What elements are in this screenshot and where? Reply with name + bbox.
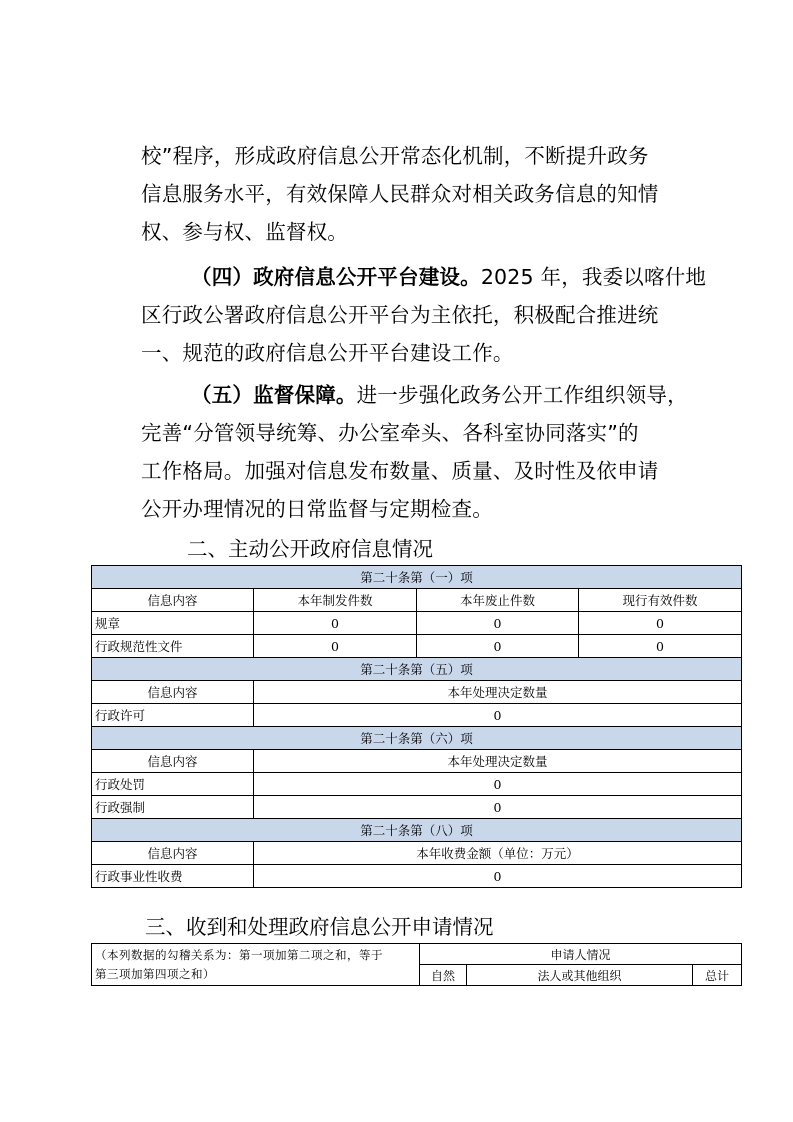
table-row xyxy=(92,865,742,888)
relationship-note xyxy=(92,944,420,986)
row-label: 行政事业性收费 xyxy=(92,865,254,888)
table-row xyxy=(92,612,742,635)
text-line xyxy=(141,376,701,414)
text-line: 公开办理情况的日常监督与定期检查。 xyxy=(141,497,493,521)
text-line: 校”程序，形成政府信息公开常态化机制，不断提升政务 xyxy=(141,144,649,168)
cell-value: 0 xyxy=(579,635,742,658)
table-row xyxy=(92,773,742,796)
column-header: 信息内容 xyxy=(92,842,254,865)
text-line xyxy=(141,258,707,296)
column-header-legal: 法人或其他组织 xyxy=(467,965,693,986)
note-line: （本列数据的勾稽关系为：第一项加第二项之和，等于 xyxy=(95,947,383,962)
table-header-row xyxy=(92,944,742,965)
application-table xyxy=(91,943,742,986)
column-header: 本年处理决定数量 xyxy=(254,750,742,773)
article-20-5-header: 第二十条第（五）项 xyxy=(92,658,742,681)
section-2-title: 二、主动公开政府信息情况 xyxy=(187,537,433,561)
cell-value: 0 xyxy=(254,635,417,658)
section-3-title: 三、收到和处理政府信息公开申请情况 xyxy=(145,915,494,939)
cell-value: 0 xyxy=(417,612,579,635)
row-label: 行政处罚 xyxy=(92,773,254,796)
table-row xyxy=(92,704,742,727)
table-section-header xyxy=(92,727,742,750)
cell-value: 0 xyxy=(254,704,742,727)
table-section-header xyxy=(92,658,742,681)
cell-value: 0 xyxy=(254,612,417,635)
row-label: 行政许可 xyxy=(92,704,254,727)
platform-heading: （四）政府信息公开平台建设。 xyxy=(191,265,481,289)
text-line: 一、规范的政府信息公开平台建设工作。 xyxy=(141,341,514,365)
column-header: 本年处理决定数量 xyxy=(254,681,742,704)
text-line: 信息服务水平，有效保障人民群众对相关政务信息的知情 xyxy=(141,182,659,206)
row-label: 行政规范性文件 xyxy=(92,635,254,658)
paragraph-platform-construction xyxy=(141,258,707,372)
text-line: 完善“分管领导统筹、办公室牵头、各科室协同落实”的 xyxy=(141,421,639,445)
text-run: 2025 年，我委以喀什地 xyxy=(480,265,707,289)
paragraph-supervision xyxy=(141,376,701,528)
text-line: 区行政公署政府信息公开平台为主依托，积极配合推进统 xyxy=(141,303,659,327)
column-header: 本年制发件数 xyxy=(254,589,417,612)
table-header-row xyxy=(92,842,742,865)
article-20-1-header: 第二十条第（一）项 xyxy=(92,566,742,589)
supervision-heading: （五）监督保障。 xyxy=(191,383,357,407)
column-header: 信息内容 xyxy=(92,750,254,773)
column-header-total: 总计 xyxy=(693,965,742,986)
column-header: 信息内容 xyxy=(92,589,254,612)
row-label: 规章 xyxy=(92,612,254,635)
cell-value: 0 xyxy=(417,635,579,658)
column-header: 本年收费金额（单位：万元） xyxy=(254,842,742,865)
proactive-disclosure-table xyxy=(91,565,742,888)
table-row xyxy=(92,796,742,819)
column-header: 现行有效件数 xyxy=(579,589,742,612)
column-header-natural: 自然 xyxy=(420,965,467,986)
note-line: 第三项加第四项之和） xyxy=(95,966,215,981)
table-section-header xyxy=(92,819,742,842)
column-header: 信息内容 xyxy=(92,681,254,704)
cell-value: 0 xyxy=(254,865,742,888)
table-section-header xyxy=(92,566,742,589)
article-20-6-header: 第二十条第（六）项 xyxy=(92,727,742,750)
table-header-row xyxy=(92,681,742,704)
text-line: 权、参与权、监督权。 xyxy=(141,220,348,244)
cell-value: 0 xyxy=(254,773,742,796)
cell-value: 0 xyxy=(579,612,742,635)
paragraph-mechanism xyxy=(141,137,701,251)
article-20-8-header: 第二十条第（八）项 xyxy=(92,819,742,842)
applicant-header: 申请人情况 xyxy=(420,944,742,965)
cell-value: 0 xyxy=(254,796,742,819)
text-run: 进一步强化政务公开工作组织领导， xyxy=(356,383,688,407)
column-header: 本年废止件数 xyxy=(417,589,579,612)
table-header-row xyxy=(92,750,742,773)
text-line: 工作格局。加强对信息发布数量、质量、及时性及依申请 xyxy=(141,459,659,483)
table-header-row xyxy=(92,589,742,612)
row-label: 行政强制 xyxy=(92,796,254,819)
table-row xyxy=(92,635,742,658)
